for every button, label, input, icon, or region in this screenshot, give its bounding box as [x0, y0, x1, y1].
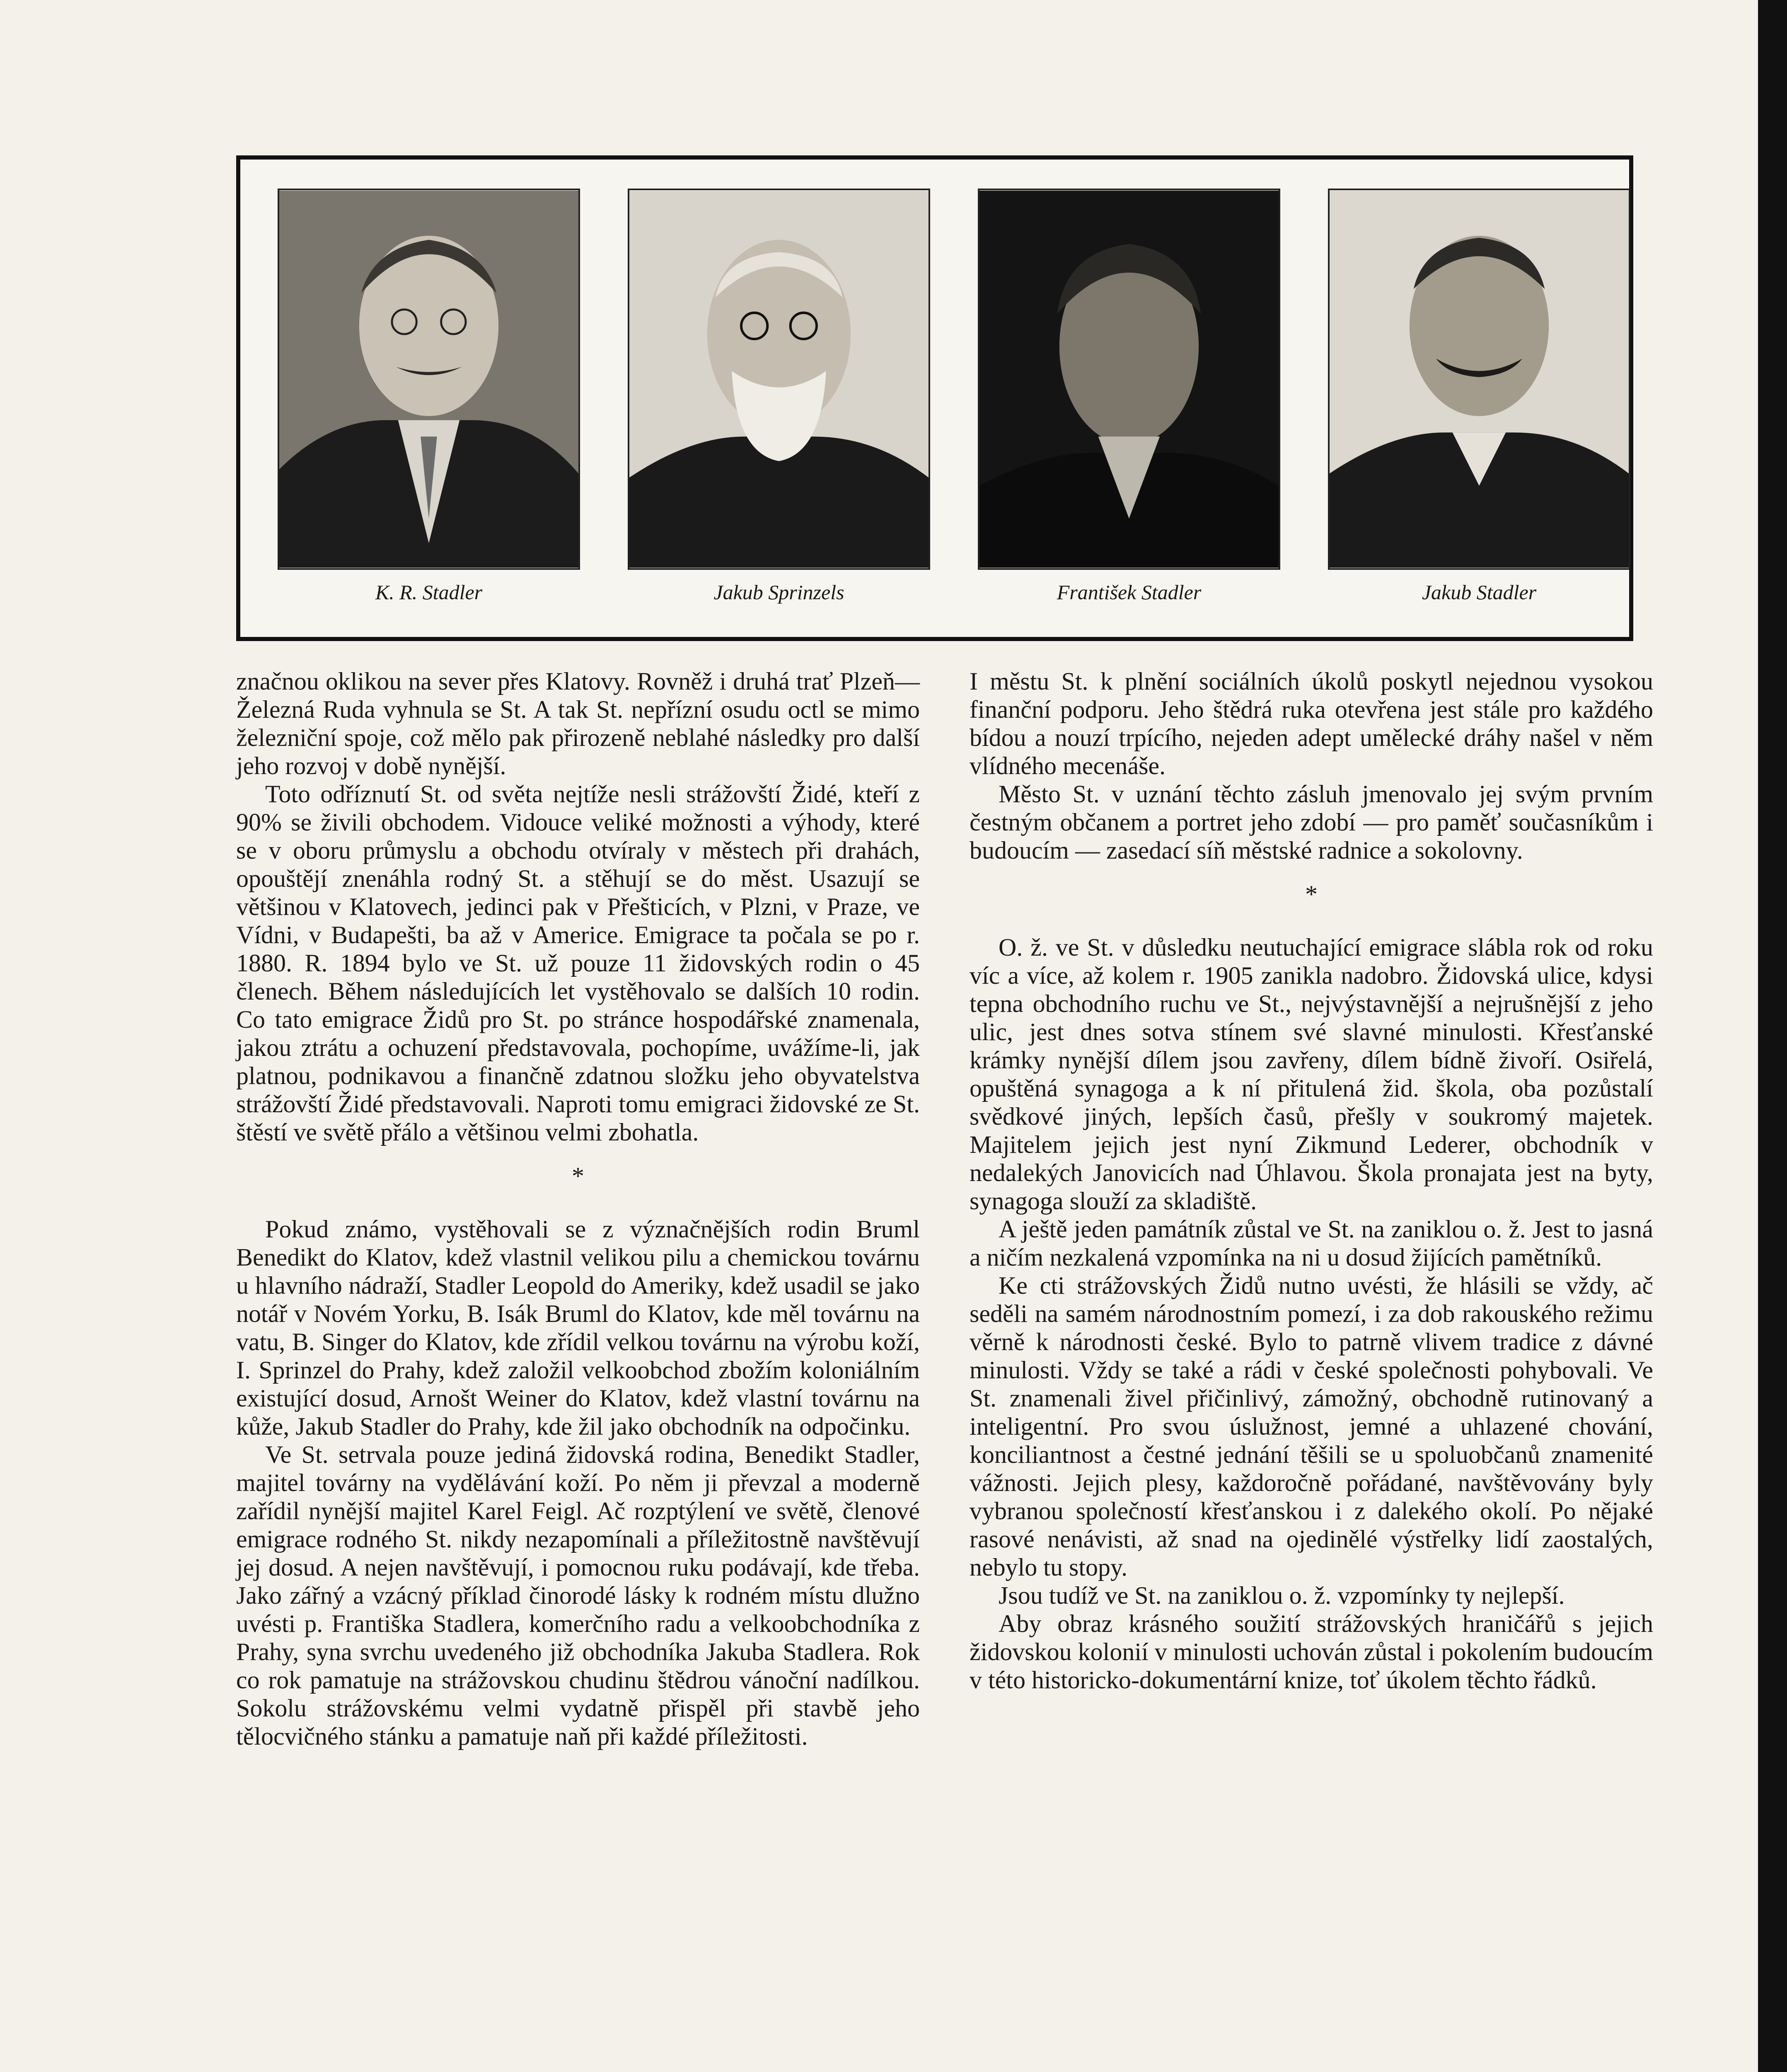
text-column-left	[236, 667, 920, 1750]
portrait-caption: František Stadler	[1057, 581, 1202, 604]
portrait-photo	[278, 189, 580, 570]
text-column-right	[970, 667, 1653, 1694]
portrait-image	[1330, 190, 1629, 568]
portrait-image	[979, 190, 1279, 568]
paragraph: Aby obraz krásného soužití strážovských hraničářů s jejich židovskou kolonií v minulosti uchován zůstal i pokolením budoucím v této historicko-dokumentární knize, toť úkolem těchto řádků.	[970, 1610, 1653, 1694]
portrait-caption: Jakub Sprinzels	[713, 581, 844, 604]
paragraph: Město St. v uznání těchto zásluh jmenovalo jej svým prvním čestným občanem a portret jeho zdobí — pro paměť současníkům i budoucím — zasedací síň městské radnice a sokolovny.	[970, 780, 1653, 864]
paragraph: A ještě jeden památník zůstal ve St. na zaniklou o. ž. Jest to jasná a ničím nezkalená vzpomínka na ni u dosud žijících pamětníků.	[970, 1215, 1653, 1271]
portrait-gallery	[236, 155, 1633, 641]
paragraph: Jsou tudíž ve St. na zaniklou o. ž. vzpomínky ty nejlepší.	[999, 1582, 1565, 1609]
paragraph: značnou oklikou na sever přes Klatovy. Rovněž i druhá trať Plzeň—Železná Ruda vyhnula se St. A tak St. nepřízní osudu octl se mimo železniční spoje, což mělo pak přirozeně neblahé následky pro další jeho rozvoj v době nynější.	[236, 668, 920, 779]
page-edge	[1758, 0, 1787, 2072]
portrait-image	[279, 190, 578, 568]
portrait-photo	[1328, 189, 1630, 570]
paragraph: Toto odříznutí St. od světa nejtíže nesli strážovští Židé, kteří z 90% se živili obchodem. Vidouce veliké možnosti a výhody, které se v oboru průmyslu a obchodu otvíraly v městech při drahách, opouštějí znenáhla rodný St. a stěhují se do měst. Usazují se většinou v Klatovech, jedinci pak v Přešticích, v Plzni, v Praze, ve Vídni, v Budapešti, ba až v Americe. Emigrace ta počala se po r. 1880. R. 1894 bylo ve St. už pouze 11 židovských rodin o 45 členech. Během následujících let vystěhovalo se dalších 10 rodin. Co tato emigrace Židů pro St. po stránce hospodářské znamenala, jakou ztrátu a ochuzení představovala, pochopíme, uvážíme-li, jak platnou, podnikavou a finančně zdatnou složku jeho obyvatelstva strážovští Židé představovali. Naproti tomu emigraci židovské ze St. štěstí ve světě přálo a většinou velmi zbohatla.	[236, 780, 920, 1146]
paragraph: Ke cti strážovských Židů nutno uvésti, že hlásili se vždy, ač seděli na samém národnostním pomezí, i za dob rakouského režimu věrně k národnosti české. Bylo to patrně vlivem tradice z dávné minulosti. Vždy se také a rádi v české společnosti pohybovali. Ve St. znamenali živel přičinlivý, zámožný, obchodně rutinovaný a inteligentní. Pro svou úslužnost, jemné a uhlazené chování, konciliantnost a čestné jednání těšili se u spoluobčanů znamenité vážnosti. Jejich plesy, každoročně pořádané, navštěvovány byly vybranou společností křesťanskou i z dalekého okolí. Po nějaké rasové nenávisti, až snad na ojedinělé výstřelky lidí zaostalých, nebylo tu stopy.	[970, 1272, 1653, 1581]
portrait-caption: K. R. Stadler	[375, 581, 483, 604]
section-separator: *	[572, 1162, 584, 1190]
paragraph: I městu St. k plnění sociálních úkolů poskytl nejednou vysokou finanční podporu. Jeho štědrá ruka otevřena jest stále pro každého bídou a nouzí trpícího, nejeden adept umělecké dráhy našel v něm vlídného mecenáše.	[970, 668, 1653, 779]
portrait-caption: Jakub Stadler	[1422, 581, 1537, 604]
section-separator: *	[1305, 881, 1318, 908]
paragraph: Pokud známo, vystěhovali se z význačnějších rodin Bruml Benedikt do Klatov, kdež vlastnil velikou pilu a chemickou továrnu u hlavního nádraží, Stadler Leopold do Ameriky, kdež usadil se jako notář v Novém Yorku, B. Isák Bruml do Klatov, kde měl továrnu na vatu, B. Singer do Klatov, kde zřídil velkou továrnu na výrobu koží, I. Sprinzel do Prahy, kdež založil velkoobchod zbožím koloniálním existující dosud, Arnošt Weiner do Klatov, kdež vlastní továrnu na kůže, Jakub Stadler do Prahy, kde žil jako obchodník na odpočinku.	[236, 1215, 920, 1440]
portrait-photo	[978, 189, 1280, 570]
portrait-photo	[628, 189, 930, 570]
portrait-image	[629, 190, 929, 568]
paragraph: Ve St. setrvala pouze jediná židovská rodina, Benedikt Stadler, majitel továrny na vydělávání koží. Po něm ji převzal a moderně zařídil nynější majitel Karel Feigl. Ač rozptýlení ve světě, členové emigrace rodného St. nikdy nezapomínali a příležitostně navštěvují jej dosud. A nejen navštěvují, i pomocnou ruku podávají, kde třeba. Jako zářný a vzácný příklad činorodé lásky k rodném místu dlužno uvésti p. Františka Stadlera, komerčního radu a velkoobchodníka z Prahy, syna svrchu uvedeného již obchodníka Jakuba Stadlera. Rok co rok pamatuje na strážovskou chudinu štědrou vánoční nadílkou. Sokolu strážovskému velmi vydatně přispěl při stavbě jeho tělocvičného stánku a pamatuje naň při každé příležitosti.	[236, 1441, 920, 1750]
paragraph: O. ž. ve St. v důsledku neutuchající emigrace slábla rok od roku víc a více, až kolem r. 1905 zanikla nadobro. Židovská ulice, kdysi tepna obchodního ruchu ve St., nejvýstavnější a nejrušnější z jeho ulic, jest dnes sotva stínem své slavné minulosti. Křesťanské krámky nynější dílem jsou zavřeny, dílem bídně živoří. Osiřelá, opuštěná synagoga a k ní přitulená žid. škola, oba pozůstalí svědkové jiných, lepších časů, přešly v soukromý majetek. Majitelem jejich jest nyní Zikmund Lederer, obchodník v nedalekých Janovicích nad Úhlavou. Škola pronajata jest na byty, synagoga slouží za skladiště.	[970, 934, 1653, 1215]
